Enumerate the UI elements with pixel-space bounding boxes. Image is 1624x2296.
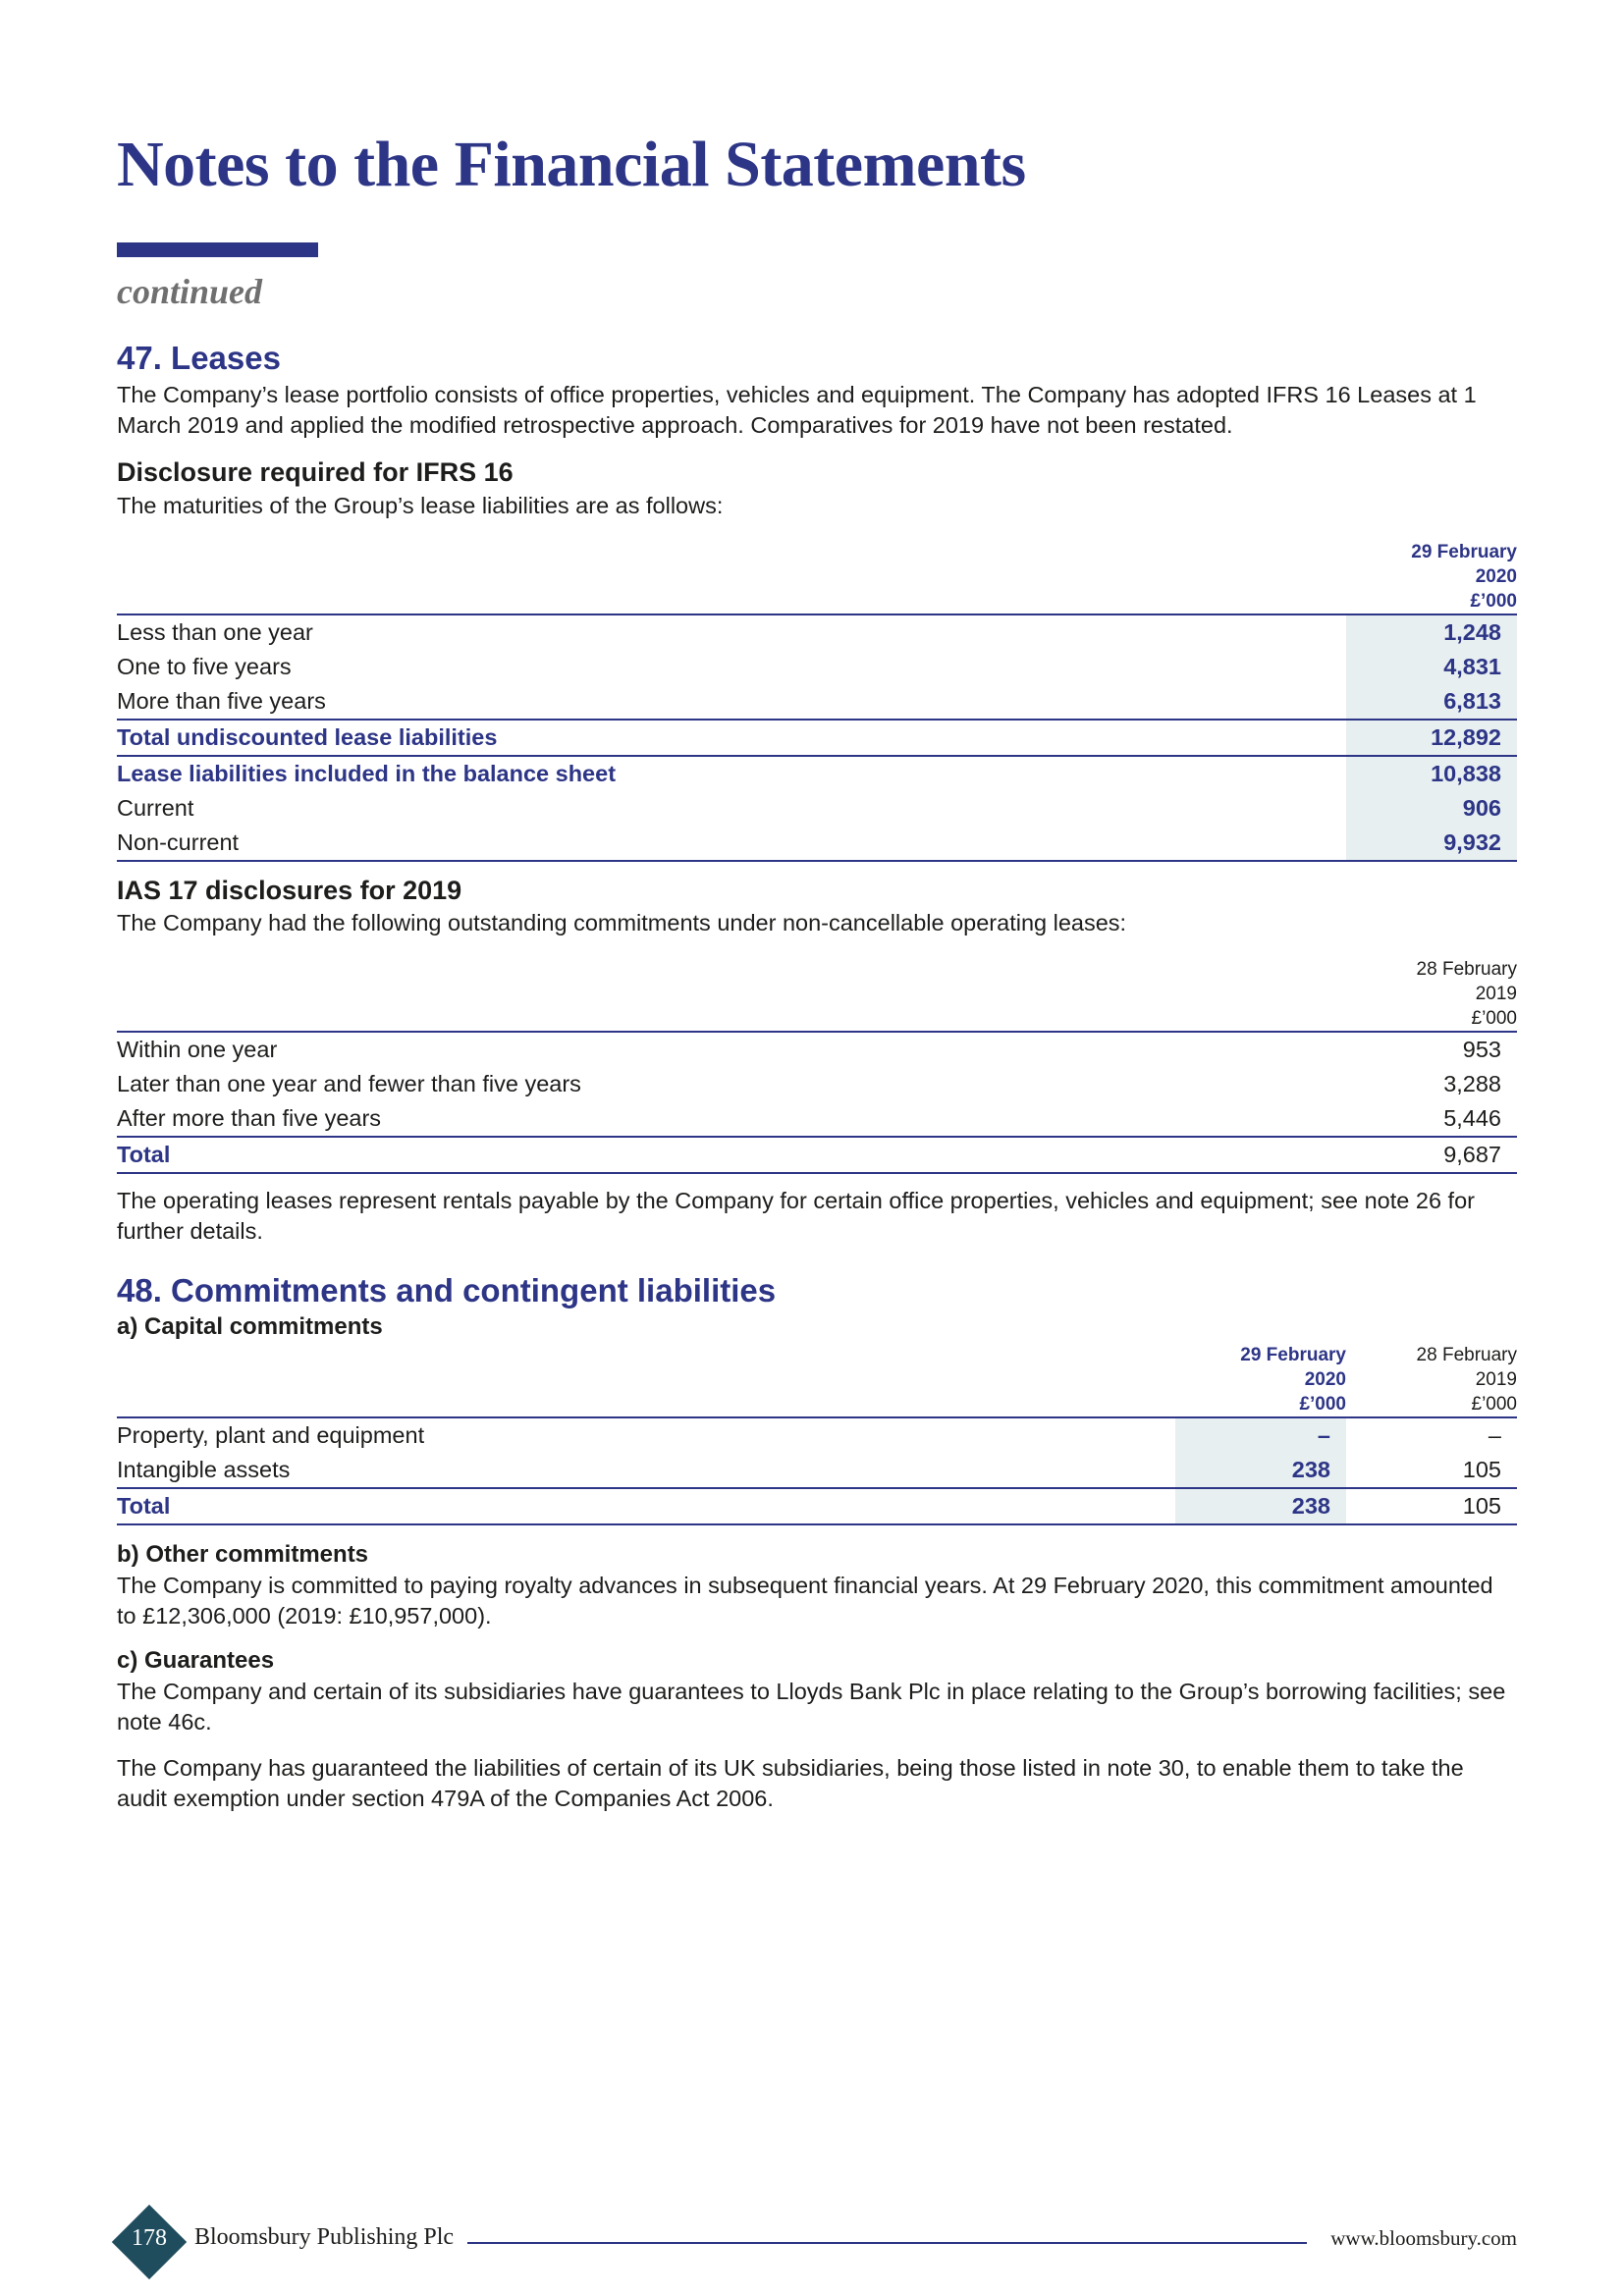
other-commitments-heading: b) Other commitments	[117, 1541, 369, 1568]
other-commitments-text: The Company is committed to paying royalty advances in subsequent financial years. At 29 February 2020, this commitment amounted to £12,306,000 (2019: £10,957,000).	[117, 1573, 1493, 1629]
page-number: 178	[132, 2225, 167, 2251]
table-row: Current 906	[117, 791, 1517, 826]
table-row: Non-current 9,932	[117, 826, 1517, 861]
note-47-intro: The Company’s lease portfolio consists of office properties, vehicles and equipment. The Company has adopted IFRS 16 Leases at 1 March 2019 and applied the modified retrospective approach. Comparatives for 2019 have not been restated.	[117, 382, 1477, 438]
guarantees-text-1: The Company and certain of its subsidiaries have guarantees to Lloyds Bank Plc in place relating to the Group’s borrowing facilities; see note 46c.	[117, 1679, 1506, 1735]
table-row: Property, plant and equipment – –	[117, 1417, 1517, 1453]
table-row: Less than one year 1,248	[117, 614, 1517, 650]
table-row: More than five years 6,813	[117, 684, 1517, 720]
guarantees-text-2: The Company has guaranteed the liabilities of certain of its UK subsidiaries, being those listed in note 30, to enable them to take the audit exemption under section 479A of the Companies Act 2006.	[117, 1755, 1464, 1811]
table-row-total: Total 238 105	[117, 1488, 1517, 1524]
column-header-2020: 29 February 2020 £’000	[1411, 542, 1517, 612]
title-accent-bar	[117, 242, 318, 257]
ias17-heading: IAS 17 disclosures for 2019	[117, 876, 462, 905]
table-row: After more than five years 5,446	[117, 1101, 1517, 1137]
note-47-heading: 47. Leases	[117, 340, 281, 376]
guarantees-heading: c) Guarantees	[117, 1647, 275, 1674]
operating-lease-table	[117, 957, 1517, 1174]
capital-commitments-heading: a) Capital commitments	[117, 1313, 383, 1340]
table-row: Within one year 953	[117, 1032, 1517, 1067]
table-row-total: Total 9,687	[117, 1137, 1517, 1173]
capital-commitments-table	[117, 1343, 1517, 1525]
operating-lease-note: The operating leases represent rentals payable by the Company for certain office properties, vehicles and equipment; see note 26 for further details.	[117, 1188, 1475, 1244]
table-row: One to five years 4,831	[117, 650, 1517, 684]
column-header-2019: 28 February 2019 £’000	[1416, 959, 1517, 1029]
footer-rule	[467, 2242, 1307, 2244]
table-row-total: Total undiscounted lease liabilities 12,892	[117, 720, 1517, 756]
lease-maturity-table	[117, 540, 1517, 862]
footer-url: www.bloomsbury.com	[1330, 2226, 1517, 2250]
ias17-text: The Company had the following outstanding commitments under non-cancellable operating leases:	[117, 910, 1127, 935]
table-row-total: Lease liabilities included in the balance sheet 10,838	[117, 756, 1517, 791]
footer-company-name: Bloomsbury Publishing Plc	[194, 2224, 455, 2250]
ifrs16-heading: Disclosure required for IFRS 16	[117, 457, 514, 487]
continued-label: continued	[117, 272, 263, 311]
note-48-heading: 48. Commitments and contingent liabilities	[117, 1272, 777, 1308]
table-row: Later than one year and fewer than five years 3,288	[117, 1071, 1501, 1096]
column-header-2020: 29 February 2020 £’000	[1240, 1345, 1346, 1415]
table-row: Intangible assets 238 105	[117, 1453, 1517, 1488]
column-header-2019: 28 February 2019 £’000	[1416, 1345, 1517, 1415]
page-title: Notes to the Financial Statements	[117, 129, 1026, 200]
ifrs16-text: The maturities of the Group’s lease liabilities are as follows:	[117, 493, 724, 518]
